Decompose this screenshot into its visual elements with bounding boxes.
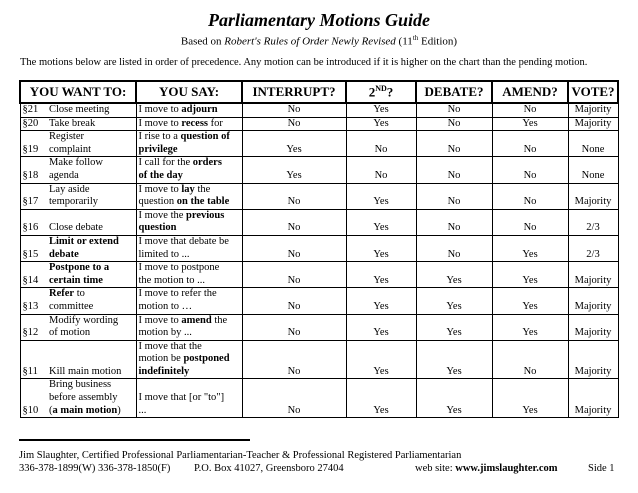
vote-cell: Majority: [568, 117, 618, 131]
amend-cell: Yes: [492, 262, 568, 288]
vote-cell: Majority: [568, 262, 618, 288]
debate-cell: No: [416, 235, 492, 261]
say-cell: I rise to a question of privilege: [136, 131, 242, 157]
interrupt-cell: No: [242, 262, 346, 288]
motion-row: [20, 235, 618, 261]
want-cell: Close debate: [47, 209, 136, 235]
vote-cell: None: [568, 157, 618, 183]
section-cell: §15: [20, 235, 47, 261]
interrupt-cell: No: [242, 183, 346, 209]
say-cell: I move that debate be limited to ...: [136, 235, 242, 261]
debate-cell: No: [416, 183, 492, 209]
motion-row: [20, 183, 618, 209]
debate-cell: No: [416, 131, 492, 157]
say-cell: I move that the motion be postponed indefinitely: [136, 340, 242, 379]
book-title: Robert's Rules of Order Newly Revised: [224, 35, 396, 48]
motion-row: [20, 262, 618, 288]
debate-cell: No: [416, 209, 492, 235]
section-cell: §21: [20, 103, 47, 117]
say-cell: I move the previous question: [136, 209, 242, 235]
header-vote: VOTE?: [568, 81, 618, 103]
second-cell: Yes: [346, 235, 416, 261]
footer-author: Jim Slaughter, Certified Professional Parliamentarian-Teacher & Professional Registered Parliamentarian: [19, 450, 462, 461]
interrupt-cell: No: [242, 288, 346, 314]
second-cell: Yes: [346, 117, 416, 131]
debate-cell: No: [416, 117, 492, 131]
footer-phones: 336-378-1899(W) 336-378-1850(F): [19, 463, 171, 474]
motions-table: [19, 80, 619, 418]
section-cell: §20: [20, 117, 47, 131]
second-cell: Yes: [346, 314, 416, 340]
amend-cell: Yes: [492, 379, 568, 418]
debate-cell: Yes: [416, 314, 492, 340]
debate-cell: Yes: [416, 288, 492, 314]
amend-cell: Yes: [492, 314, 568, 340]
section-cell: §17: [20, 183, 47, 209]
interrupt-cell: Yes: [242, 131, 346, 157]
motion-row: [20, 288, 618, 314]
want-cell: Bring business before assembly (a main motion): [47, 379, 136, 418]
say-cell: I move to postpone the motion to ...: [136, 262, 242, 288]
motion-row: [20, 340, 618, 379]
amend-cell: No: [492, 103, 568, 117]
want-cell: Make follow agenda: [47, 157, 136, 183]
second-cell: Yes: [346, 379, 416, 418]
interrupt-cell: No: [242, 314, 346, 340]
section-cell: §16: [20, 209, 47, 235]
want-cell: Refer to committee: [47, 288, 136, 314]
say-cell: I move that [or "to"] ...: [136, 379, 242, 418]
header-say: YOU SAY:: [136, 81, 242, 103]
second-cell: Yes: [346, 183, 416, 209]
second-cell: Yes: [346, 103, 416, 117]
want-cell: Limit or extend debate: [47, 235, 136, 261]
footer-web: web site: www.jimslaughter.com: [415, 463, 558, 474]
say-cell: I move to recess for: [136, 117, 242, 131]
vote-cell: 2/3: [568, 209, 618, 235]
motion-row: [20, 157, 618, 183]
vote-cell: None: [568, 131, 618, 157]
vote-cell: Majority: [568, 183, 618, 209]
interrupt-cell: Yes: [242, 157, 346, 183]
amend-cell: No: [492, 131, 568, 157]
section-cell: §19: [20, 131, 47, 157]
interrupt-cell: No: [242, 209, 346, 235]
amend-cell: Yes: [492, 288, 568, 314]
want-cell: Register complaint: [47, 131, 136, 157]
amend-cell: No: [492, 209, 568, 235]
vote-cell: Majority: [568, 314, 618, 340]
interrupt-cell: No: [242, 340, 346, 379]
page-subtitle: Based on Robert's Rules of Order Newly Revised (11th Edition): [180, 34, 458, 48]
intro-text: The motions below are listed in order of precedence. Any motion can be introduced if it is higher on the chart than the pending motion.: [20, 57, 588, 68]
motion-row: [20, 379, 618, 418]
debate-cell: No: [416, 157, 492, 183]
footer-web-link[interactable]: www.jimslaughter.com: [455, 463, 558, 474]
section-cell: §18: [20, 157, 47, 183]
section-cell: §12: [20, 314, 47, 340]
amend-cell: Yes: [492, 235, 568, 261]
want-cell: Postpone to a certain time: [47, 262, 136, 288]
motion-row: [20, 103, 618, 117]
vote-cell: 2/3: [568, 235, 618, 261]
motion-row: [20, 314, 618, 340]
amend-cell: No: [492, 183, 568, 209]
debate-cell: Yes: [416, 262, 492, 288]
motion-row: [20, 131, 618, 157]
motion-row: [20, 209, 618, 235]
footer-page: Side 1: [588, 463, 615, 474]
vote-cell: Majority: [568, 288, 618, 314]
second-cell: No: [346, 131, 416, 157]
interrupt-cell: No: [242, 117, 346, 131]
vote-cell: Majority: [568, 103, 618, 117]
second-cell: Yes: [346, 209, 416, 235]
section-cell: §10: [20, 379, 47, 418]
amend-cell: Yes: [492, 117, 568, 131]
vote-cell: Majority: [568, 340, 618, 379]
section-cell: §11: [20, 340, 47, 379]
say-cell: I call for the orders of the day: [136, 157, 242, 183]
say-cell: I move to amend the motion by ...: [136, 314, 242, 340]
page-title: Parliamentary Motions Guide: [207, 10, 431, 30]
second-cell: Yes: [346, 340, 416, 379]
header-amend: AMEND?: [492, 81, 568, 103]
vote-cell: Majority: [568, 379, 618, 418]
header-row: [20, 81, 618, 103]
header-interrupt: INTERRUPT?: [242, 81, 346, 103]
second-cell: No: [346, 157, 416, 183]
say-cell: I move to adjourn: [136, 103, 242, 117]
want-cell: Lay aside temporarily: [47, 183, 136, 209]
second-cell: Yes: [346, 288, 416, 314]
interrupt-cell: No: [242, 103, 346, 117]
want-cell: Kill main motion: [47, 340, 136, 379]
interrupt-cell: No: [242, 379, 346, 418]
amend-cell: No: [492, 157, 568, 183]
motions-body: [20, 103, 618, 418]
header-second: 2ND?: [346, 81, 416, 103]
say-cell: I move to refer the motion to …: [136, 288, 242, 314]
debate-cell: Yes: [416, 379, 492, 418]
header-debate: DEBATE?: [416, 81, 492, 103]
footer-address: P.O. Box 41027, Greensboro 27404: [194, 463, 344, 474]
motion-row: [20, 117, 618, 131]
section-cell: §14: [20, 262, 47, 288]
want-cell: Close meeting: [47, 103, 136, 117]
second-cell: Yes: [346, 262, 416, 288]
debate-cell: No: [416, 103, 492, 117]
want-cell: Modify wording of motion: [47, 314, 136, 340]
header-want: YOU WANT TO:: [20, 81, 136, 103]
section-cell: §13: [20, 288, 47, 314]
debate-cell: Yes: [416, 340, 492, 379]
interrupt-cell: No: [242, 235, 346, 261]
want-cell: Take break: [47, 117, 136, 131]
amend-cell: No: [492, 340, 568, 379]
say-cell: I move to lay the question on the table: [136, 183, 242, 209]
footer-rule: [19, 439, 250, 441]
